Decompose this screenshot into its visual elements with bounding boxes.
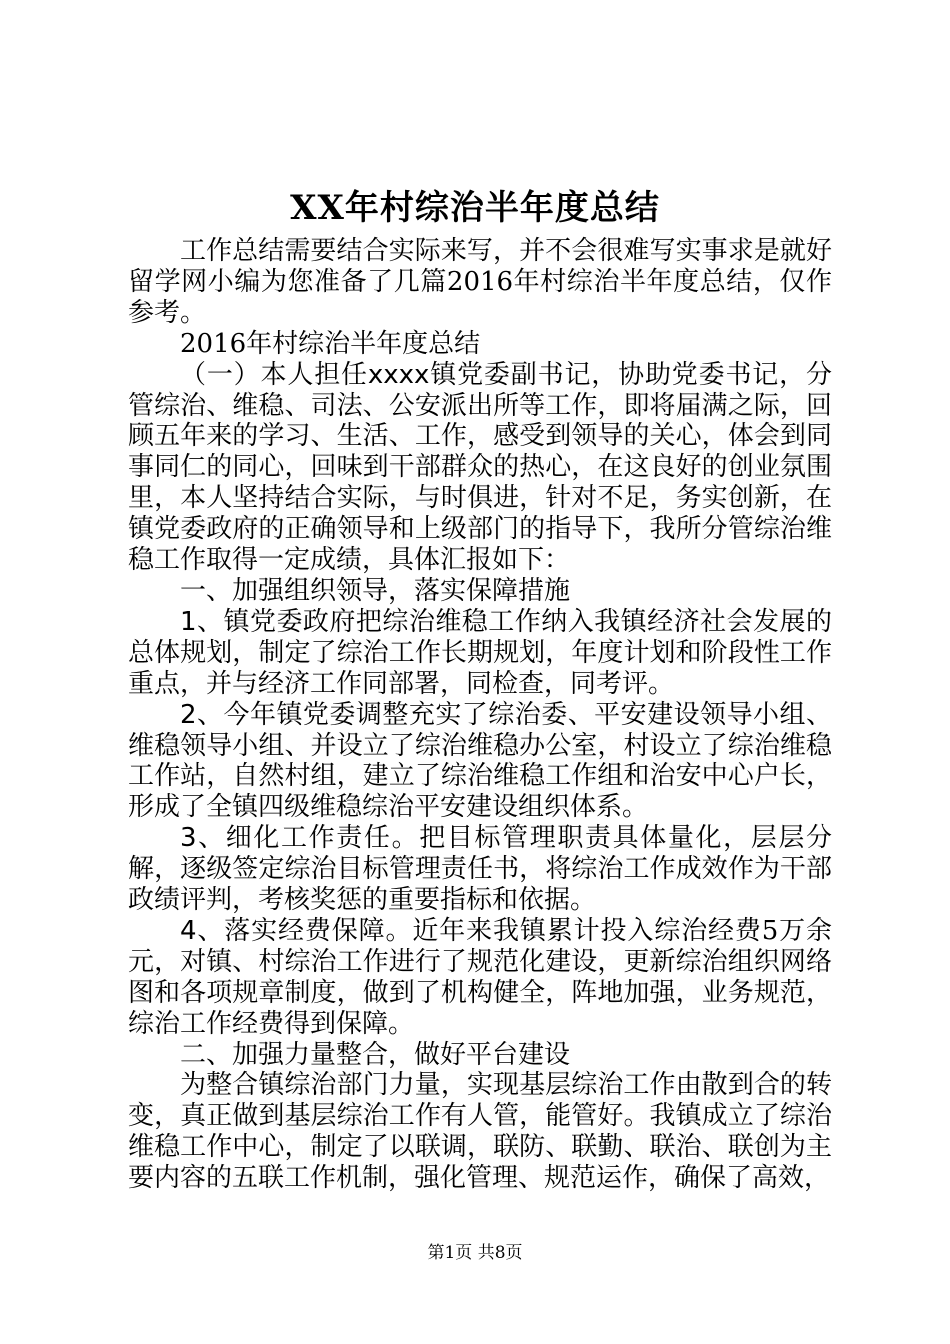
page-number-footer: 第1页 共8页 bbox=[427, 1243, 523, 1263]
item-lead-4: 4、落实经费保障。 bbox=[180, 915, 413, 946]
document-title: XX年村综治半年度总结 bbox=[290, 188, 660, 228]
subtitle-paragraph: 2016年村综治半年度总结 bbox=[180, 328, 481, 359]
item-paragraph-4 bbox=[128, 916, 832, 1040]
item-text-4: 近年来我镇累计投入综治经费5万余元，对镇、村综治工作进行了规范化建设，更新综治组织网络图和各项规章制度，做到了机构健全，阵地加强，业务规范，综治工作经费得到保障。 bbox=[128, 915, 832, 1039]
section-heading-2: 二、加强力量整合，做好平台建设 bbox=[180, 1039, 571, 1070]
document-body bbox=[128, 236, 832, 1194]
section-2-paragraph: 为整合镇综治部门力量，实现基层综治工作由散到合的转变，真正做到基层综治工作有人管，能管好。我镇成立了综治维稳工作中心，制定了以联调，联防、联勤、联治、联创为主要内容的五联工作机制，强化管理、规范运作，确保了高效， bbox=[128, 1070, 832, 1194]
item-paragraph-3 bbox=[128, 823, 832, 916]
item-paragraph-1: 1、镇党委政府把综治维稳工作纳入我镇经济社会发展的总体规划，制定了综治工作长期规划，年度计划和阶段性工作重点，并与经济工作同部署，同检查，同考评。 bbox=[128, 606, 832, 699]
intro-paragraph: 工作总结需要结合实际来写，并不会很难写实事求是就好留学网小编为您准备了几篇2016年村综治半年度总结，仅作参考。 bbox=[128, 236, 832, 328]
section-heading-1: 一、加强组织领导，落实保障措施 bbox=[180, 575, 571, 606]
item-text-3: 把目标管理职责具体量化，层层分解，逐级签定综治目标管理责任书，将综治工作成效作为干部政绩评判，考核奖惩的重要指标和依据。 bbox=[128, 823, 832, 916]
item-paragraph-2: 2、今年镇党委调整充实了综治委、平安建设领导小组、维稳领导小组、并设立了综治维稳办公室，村设立了综治维稳工作站，自然村组，建立了综治维稳工作组和治安中心户长，形成了全镇四级维稳综治平安建设组织体系。 bbox=[128, 699, 832, 823]
overview-paragraph: （一）本人担任xxxx镇党委副书记，协助党委书记，分管综治、维稳、司法、公安派出所等工作，即将届满之际，回顾五年来的学习、生活、工作，感受到领导的关心，体会到同事同仁的同心，回味到干部群众的热心，在这良好的创业氛围里，本人坚持结合实际，与时俱进，针对不足，务实创新，在镇党委政府的正确领导和上级部门的指导下，我所分管综治维稳工作取得一定成绩，具体汇报如下： bbox=[128, 359, 832, 576]
item-lead-3: 3、细化工作责任。 bbox=[180, 823, 420, 854]
